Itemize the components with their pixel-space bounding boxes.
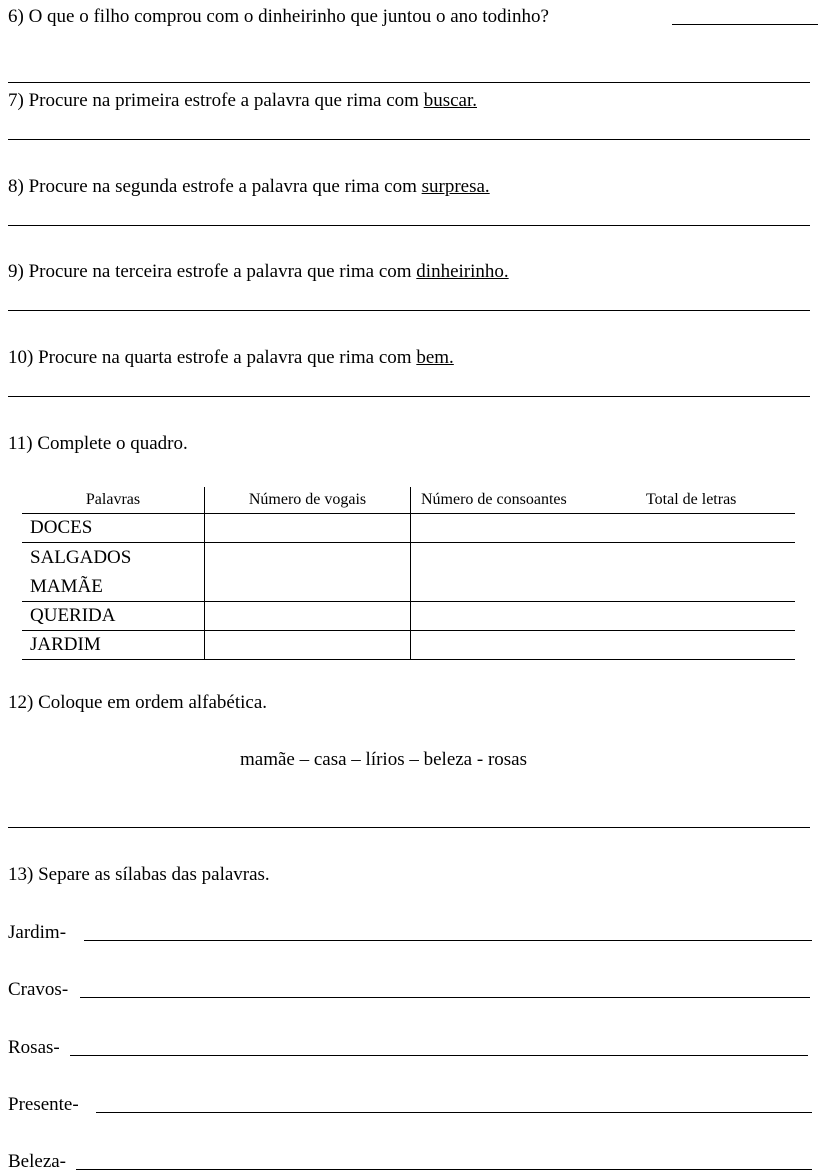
letters-table [22,487,795,660]
answer-line-10[interactable] [8,396,810,397]
word-cell: QUERIDA [22,602,205,631]
rhyme-word: dinheirinho. [416,261,509,282]
syllable-label-rosas: Rosas- [8,1037,60,1058]
header-palavras: Palavras [22,487,205,514]
header-vogais: Número de vogais [205,487,411,514]
syllable-label-presente: Presente- [8,1094,79,1115]
syllable-line-rosas[interactable] [70,1055,808,1056]
answer-line-6a[interactable] [672,24,818,25]
rhyme-word: buscar. [423,90,477,111]
syllable-label-beleza: Beleza- [8,1151,67,1172]
table-row [22,631,795,660]
header-total: Total de letras [646,487,795,514]
vogais-cell[interactable] [205,602,411,631]
word-cell: SALGADOS MAMÃE [22,543,205,602]
table-row [22,602,795,631]
word-cell: DOCES [22,514,205,543]
consoantes-total-cell[interactable] [411,631,796,660]
answer-line-12[interactable] [8,827,810,828]
word-cell: JARDIM [22,631,205,660]
table-row [22,543,795,602]
consoantes-total-cell[interactable] [411,602,796,631]
answer-line-9[interactable] [8,310,810,311]
question-7: 7) Procure na primeira estrofe a palavra que rima com buscar. [8,90,477,111]
consoantes-total-cell[interactable] [411,514,796,543]
vogais-cell[interactable] [205,514,411,543]
vogais-cell[interactable] [205,543,411,602]
alphabetical-words: mamãe – casa – lírios – beleza - rosas [240,749,527,770]
question-13: 13) Separe as sílabas das palavras. [8,864,270,885]
syllable-label-cravos: Cravos- [8,979,69,1000]
rhyme-word: surpresa. [421,176,490,197]
question-10: 10) Procure na quarta estrofe a palavra que rima com bem. [8,347,454,368]
syllable-line-presente[interactable] [96,1112,812,1113]
header-consoantes: Número de consoantes [411,487,647,514]
answer-line-6b[interactable] [8,82,810,83]
question-8: 8) Procure na segunda estrofe a palavra que rima com surpresa. [8,176,490,197]
question-6: 6) O que o filho comprou com o dinheirinho que juntou o ano todinho? [8,6,549,27]
syllable-label-jardim: Jardim- [8,922,67,943]
answer-line-8[interactable] [8,225,810,226]
syllable-line-beleza[interactable] [76,1169,812,1170]
table-row [22,514,795,543]
question-9: 9) Procure na terceira estrofe a palavra que rima com dinheirinho. [8,261,509,282]
table-header [22,487,795,514]
rhyme-word: bem. [416,347,454,368]
syllable-line-jardim[interactable] [84,940,812,941]
question-12: 12) Coloque em ordem alfabética. [8,692,268,713]
syllable-line-cravos[interactable] [80,997,810,998]
question-11: 11) Complete o quadro. [8,433,188,454]
consoantes-total-cell[interactable] [411,543,796,602]
vogais-cell[interactable] [205,631,411,660]
answer-line-7[interactable] [8,139,810,140]
